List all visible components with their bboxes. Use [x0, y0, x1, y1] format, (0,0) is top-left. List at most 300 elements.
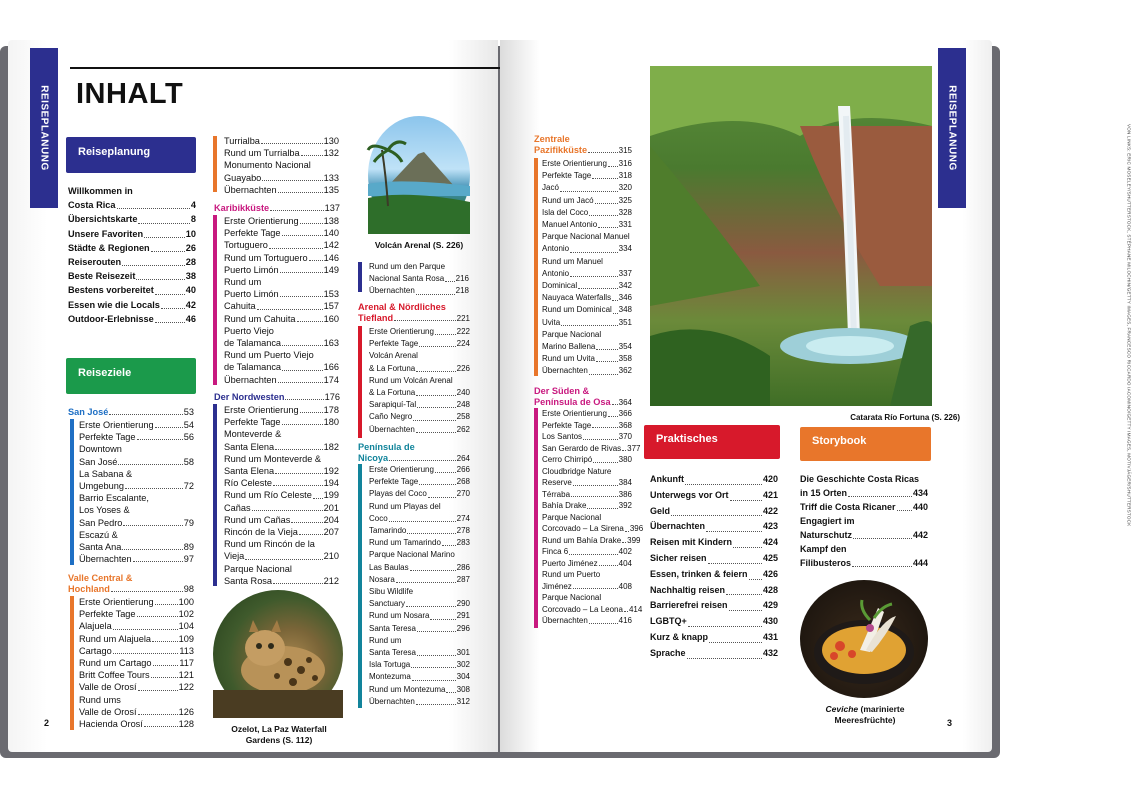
toc-entry[interactable] [369, 562, 470, 574]
toc-entry-title: Rund um Volcán Arenal [369, 375, 453, 385]
toc-entry-page: 38 [185, 271, 196, 282]
toc-entry-page: 428 [762, 584, 778, 595]
toc-entry[interactable] [369, 411, 470, 423]
reiseziele-header[interactable]: Reiseziele [66, 358, 196, 394]
toc-leader-dots [596, 349, 617, 350]
toc-entry[interactable] [650, 519, 778, 535]
toc-entry[interactable] [369, 488, 470, 500]
toc-entry[interactable] [224, 349, 339, 361]
toc-entry[interactable] [542, 243, 632, 255]
toc-entry-page: 342 [618, 281, 632, 291]
toc-entry[interactable] [542, 280, 632, 292]
toc-entry-page: 133 [323, 172, 339, 183]
toc-entry[interactable] [224, 441, 339, 453]
toc-entry[interactable] [369, 338, 470, 350]
nicoya-title[interactable] [358, 442, 470, 464]
toc-entry[interactable] [79, 645, 194, 657]
toc-leader-dots [273, 485, 323, 486]
toc-entry[interactable] [369, 586, 470, 598]
toc-entry[interactable] [542, 581, 632, 593]
toc-entry-page: 46 [185, 313, 196, 324]
toc-leader-dots [430, 619, 455, 620]
toc-entry[interactable] [224, 147, 339, 159]
toc-entry[interactable] [224, 288, 339, 300]
toc-entry-title: Sicher reisen [650, 552, 707, 563]
toc-entry-title: Manuel Antonio [542, 220, 598, 230]
toc-entry-page: 56 [183, 432, 194, 443]
toc-entry[interactable] [79, 529, 194, 541]
toc-entry[interactable] [542, 207, 632, 219]
toc-entry[interactable] [79, 504, 194, 516]
arenal-title-page: 221 [456, 314, 470, 323]
toc-entry[interactable] [68, 298, 196, 312]
toc-entry[interactable] [542, 512, 632, 524]
valle-cont-list [224, 135, 339, 196]
toc-entry[interactable] [79, 419, 194, 431]
toc-entry[interactable] [369, 549, 470, 561]
nordwesten-title[interactable] [214, 392, 340, 403]
toc-entry-page: 248 [456, 400, 470, 410]
toc-entry[interactable] [542, 158, 632, 170]
toc-entry[interactable] [369, 696, 470, 708]
toc-entry-page: 224 [456, 339, 470, 349]
toc-entry[interactable] [224, 428, 339, 440]
toc-entry[interactable] [369, 285, 469, 297]
arenal-title-line1: Arenal & Nördliches [358, 302, 446, 312]
toc-leader-dots [587, 508, 617, 509]
waterfall-photo [650, 66, 932, 406]
karibik-title-text: Karibikküste [214, 203, 270, 213]
toc-entry-page: 180 [323, 417, 339, 428]
toc-entry-title: Erste Orientierung [369, 327, 434, 336]
toc-leader-dots [278, 192, 323, 193]
toc-leader-dots [608, 416, 618, 417]
toc-entry[interactable] [224, 563, 339, 575]
toc-entry[interactable] [542, 231, 632, 243]
toc-entry[interactable] [542, 558, 632, 570]
toc-entry-page: 199 [323, 490, 339, 501]
toc-entry[interactable] [68, 241, 196, 255]
toc-entry[interactable] [224, 325, 339, 337]
toc-leader-dots [118, 464, 182, 465]
toc-entry-title: Nauyaca Waterfalls [542, 293, 612, 303]
sanjose-list [79, 419, 194, 565]
toc-entry[interactable] [369, 387, 470, 399]
reiseplanung-header[interactable]: Reiseplanung [66, 137, 196, 173]
toc-entry[interactable] [224, 337, 339, 349]
toc-entry[interactable] [369, 525, 470, 537]
toc-entry[interactable] [650, 583, 778, 599]
toc-entry[interactable] [79, 596, 194, 608]
toc-entry[interactable] [79, 681, 194, 693]
ceviche-photo [800, 580, 928, 698]
toc-leader-dots [598, 227, 617, 228]
storybook-header[interactable]: Storybook [800, 427, 931, 461]
arenal-title-line2: Tiefland [358, 313, 394, 323]
toc-entry[interactable] [369, 598, 470, 610]
toc-entry[interactable] [224, 374, 339, 386]
toc-entry[interactable] [224, 184, 339, 196]
toc-leader-dots [416, 371, 455, 372]
toc-entry[interactable] [650, 646, 778, 662]
toc-entry-title: Rund um Cañas [224, 514, 291, 525]
arenal-title[interactable] [358, 302, 470, 324]
toc-leader-dots [729, 610, 762, 611]
karibik-list [224, 215, 339, 386]
toc-entry-page: 408 [618, 581, 632, 591]
toc-entry-title: Jacó [542, 183, 559, 193]
toc-entry-title: Rund um Uvita [542, 354, 595, 364]
toc-entry[interactable] [542, 219, 632, 231]
toc-entry[interactable] [79, 669, 194, 681]
toc-entry[interactable] [79, 431, 194, 443]
toc-entry[interactable] [79, 443, 194, 455]
toc-entry[interactable] [68, 312, 196, 326]
toc-entry[interactable] [369, 273, 469, 285]
toc-leader-dots [138, 690, 178, 691]
toc-entry-page: 160 [323, 313, 339, 324]
toc-entry[interactable] [650, 567, 778, 583]
toc-leader-dots [852, 566, 912, 567]
toc-entry[interactable] [79, 553, 194, 565]
toc-entry[interactable] [369, 375, 470, 387]
toc-entry[interactable] [369, 261, 469, 273]
toc-entry[interactable] [68, 283, 196, 297]
toc-leader-dots [313, 498, 323, 499]
toc-entry-page: 142 [323, 240, 339, 251]
toc-entry[interactable] [542, 268, 632, 280]
toc-entry-page: 296 [456, 623, 470, 633]
toc-entry[interactable] [224, 550, 339, 562]
toc-leader-dots [596, 361, 618, 362]
toc-entry[interactable] [224, 489, 339, 501]
valle-list [79, 596, 194, 730]
toc-leader-dots [122, 265, 185, 266]
toc-entry[interactable] [224, 264, 339, 276]
toc-entry[interactable] [79, 718, 194, 730]
toc-entry-title: Bestens vorbereitet [68, 285, 154, 296]
toc-entry-title: Corcovado – La Sirena [542, 524, 624, 533]
toc-entry[interactable] [224, 465, 339, 477]
toc-entry[interactable] [369, 623, 470, 635]
toc-entry[interactable] [800, 472, 928, 486]
toc-entry[interactable] [369, 326, 470, 338]
toc-entry[interactable] [224, 215, 339, 227]
toc-entry[interactable] [369, 501, 470, 513]
toc-entry-page: 422 [762, 505, 778, 516]
toc-entry[interactable] [542, 256, 632, 268]
side-tab-label: REISEPLANUNG [38, 85, 50, 171]
toc-entry[interactable] [369, 610, 470, 622]
toc-entry[interactable] [369, 513, 470, 525]
toc-entry[interactable] [650, 630, 778, 646]
toc-entry[interactable] [542, 523, 644, 535]
toc-entry[interactable] [68, 212, 196, 226]
toc-entry-title: Rund um Puerto Viejo [224, 350, 314, 361]
toc-entry[interactable] [542, 365, 632, 377]
toc-entry[interactable] [542, 489, 632, 501]
toc-entry[interactable] [369, 671, 470, 683]
sanjose-title[interactable] [68, 407, 194, 418]
toc-entry-page: 429 [762, 600, 778, 611]
toc-entry-title: Parque Nacional [542, 329, 602, 339]
toc-entry-title: Nosara [369, 574, 395, 584]
toc-entry-title: de Talamanca [224, 362, 282, 373]
toc-leader-dots [273, 583, 323, 584]
toc-entry-page: 163 [323, 338, 339, 349]
toc-entry-page: 178 [323, 405, 339, 415]
toc-entry[interactable] [79, 706, 194, 718]
toc-entry[interactable] [369, 350, 470, 362]
toc-entry[interactable] [542, 408, 632, 420]
toc-entry[interactable] [542, 317, 632, 329]
sueden-title-page: 364 [618, 398, 632, 407]
toc-entry[interactable] [542, 604, 643, 616]
toc-entry[interactable] [224, 416, 339, 428]
toc-entry[interactable] [542, 195, 632, 207]
toc-entry[interactable] [369, 574, 470, 586]
toc-entry-page: 226 [456, 363, 470, 373]
toc-leader-dots [416, 395, 455, 396]
toc-entry[interactable] [224, 313, 339, 325]
toc-entry[interactable] [542, 569, 632, 581]
toc-entry[interactable] [650, 614, 778, 630]
karibik-title[interactable] [214, 203, 340, 214]
ozelot-caption [204, 724, 354, 746]
toc-leader-dots [685, 484, 762, 485]
toc-entry[interactable] [800, 556, 928, 570]
toc-entry[interactable] [542, 341, 632, 353]
toc-entry[interactable] [542, 615, 632, 627]
toc-entry-page: 266 [456, 465, 470, 474]
toc-entry[interactable] [800, 514, 928, 528]
toc-entry[interactable] [542, 182, 632, 194]
toc-entry[interactable] [79, 694, 194, 706]
toc-entry[interactable] [68, 184, 196, 198]
toc-entry-title: Unsere Favoriten [68, 228, 144, 239]
toc-entry-title: Perfekte Tage [369, 339, 419, 349]
toc-entry[interactable] [224, 502, 339, 514]
toc-entry[interactable] [79, 517, 194, 529]
toc-entry[interactable] [79, 620, 194, 632]
toc-entry[interactable] [224, 252, 339, 264]
nicoya-title-page: 264 [456, 454, 470, 463]
toc-entry[interactable] [369, 684, 470, 696]
toc-entry[interactable] [800, 542, 928, 556]
toc-entry[interactable] [542, 292, 632, 304]
toc-entry[interactable] [224, 526, 339, 538]
toc-entry-page: 370 [618, 432, 632, 441]
toc-entry[interactable] [224, 276, 339, 288]
toc-leader-dots [309, 260, 323, 261]
toc-entry-title: Marino Ballena [542, 342, 596, 352]
toc-entry-title: Rund um Bahía Drake [542, 535, 622, 545]
toc-entry-title: Rund um Turrialba [224, 148, 300, 159]
toc-leader-dots [144, 726, 178, 727]
toc-leader-dots [419, 346, 455, 347]
toc-entry[interactable] [224, 135, 339, 147]
toc-entry[interactable] [224, 538, 339, 550]
pazifik-title-line1: Zentrale [534, 134, 570, 144]
toc-leader-dots [299, 534, 323, 535]
toc-entry[interactable] [369, 635, 470, 647]
nicoya-title-line1: Península de [358, 442, 415, 452]
toc-entry-page: 26 [185, 242, 196, 253]
toc-leader-dots [589, 374, 618, 375]
toc-entry[interactable] [369, 537, 470, 549]
toc-entry[interactable] [224, 227, 339, 239]
toc-entry-title: Hacienda Orosí [79, 719, 143, 730]
toc-entry-title: Valle de Orosí [79, 706, 137, 717]
toc-entry[interactable] [542, 477, 632, 489]
toc-entry[interactable] [800, 528, 928, 542]
toc-entry[interactable] [650, 488, 778, 504]
right-page [500, 40, 1132, 752]
toc-entry[interactable] [79, 492, 194, 504]
toc-entry[interactable] [542, 353, 632, 365]
toc-entry[interactable] [68, 227, 196, 241]
toc-entry[interactable] [224, 404, 339, 416]
toc-leader-dots [407, 533, 455, 534]
toc-entry-page: 423 [762, 521, 778, 532]
toc-entry-title: Los Yoses & [79, 505, 130, 516]
toc-entry[interactable] [79, 657, 194, 669]
toc-entry[interactable] [650, 551, 778, 567]
toc-entry[interactable] [79, 633, 194, 645]
toc-entry[interactable] [542, 431, 632, 443]
toc-leader-dots [709, 642, 762, 643]
toc-entry[interactable] [369, 363, 470, 375]
toc-entry-title: Rund um Río Celeste [224, 490, 312, 501]
toc-leader-dots [419, 484, 455, 485]
toc-entry-page: 122 [178, 682, 194, 693]
toc-entry[interactable] [224, 172, 339, 184]
toc-leader-dots [136, 279, 184, 280]
toc-entry-title: Cahuita [224, 301, 256, 312]
toc-entry-page: 104 [178, 621, 194, 632]
toc-entry[interactable] [542, 592, 632, 604]
toc-entry[interactable] [79, 480, 194, 492]
side-tab-right [938, 48, 966, 208]
side-tab-left [30, 48, 58, 208]
toc-entry-page: 126 [178, 706, 194, 717]
toc-entry[interactable] [369, 647, 470, 659]
toc-entry[interactable] [542, 170, 632, 182]
toc-entry[interactable] [650, 472, 778, 488]
toc-entry[interactable] [650, 598, 778, 614]
toc-entry-page: 392 [618, 501, 632, 510]
toc-entry[interactable] [542, 443, 641, 455]
reiseplanung-list [68, 184, 196, 326]
toc-leader-dots [624, 611, 628, 612]
pazifik-bar [534, 158, 538, 376]
toc-entry[interactable] [224, 575, 339, 587]
toc-entry[interactable] [224, 159, 339, 171]
toc-entry-page: 210 [323, 551, 339, 562]
toc-entry[interactable] [800, 486, 928, 500]
arenal-bar [358, 326, 362, 438]
toc-entry[interactable] [542, 546, 632, 558]
toc-entry[interactable] [542, 454, 632, 466]
toc-entry[interactable] [542, 535, 641, 547]
toc-leader-dots [389, 521, 456, 522]
toc-entry-title: Perfekte Tage [79, 609, 136, 620]
toc-entry-page: 138 [323, 216, 339, 226]
toc-entry[interactable] [542, 304, 632, 316]
toc-entry-title: Rund um Montezuma [369, 684, 446, 694]
toc-entry-page: 201 [323, 502, 339, 513]
toc-entry[interactable] [224, 514, 339, 526]
toc-leader-dots [138, 223, 189, 224]
praktisches-header[interactable]: Praktisches [644, 425, 780, 459]
toc-entry[interactable] [224, 361, 339, 373]
toc-entry[interactable] [224, 453, 339, 465]
pazifik-title[interactable] [534, 134, 632, 156]
sueden-title[interactable] [534, 386, 632, 408]
toc-entry[interactable] [369, 476, 470, 488]
toc-entry-page: 325 [618, 195, 632, 205]
toc-entry[interactable] [542, 466, 632, 478]
toc-entry[interactable] [542, 329, 632, 341]
toc-entry[interactable] [224, 300, 339, 312]
toc-entry[interactable] [369, 424, 470, 436]
toc-entry[interactable] [224, 239, 339, 251]
toc-entry[interactable] [79, 608, 194, 620]
toc-entry-title: Antonio [542, 244, 570, 254]
toc-entry[interactable] [542, 500, 632, 512]
toc-leader-dots [560, 191, 618, 192]
toc-entry[interactable] [800, 500, 928, 514]
toc-entry-title: Santa Elena [224, 441, 275, 452]
toc-entry-title: Ankunft [650, 474, 684, 484]
toc-leader-dots [155, 604, 178, 605]
toc-entry[interactable] [68, 198, 196, 212]
toc-entry-page: 40 [185, 285, 196, 296]
toc-entry-title: Costa Rica [68, 200, 116, 211]
toc-entry[interactable] [79, 468, 194, 480]
toc-entry[interactable] [650, 504, 778, 520]
valle-title[interactable] [68, 573, 194, 595]
toc-entry-title: Dominical [542, 281, 578, 291]
page-number-left: 2 [44, 718, 50, 728]
toc-entry[interactable] [369, 659, 470, 671]
sueden-list [542, 408, 644, 627]
toc-entry-title: Städte & Regionen [68, 242, 150, 253]
toc-entry-title: Cañas [224, 502, 251, 513]
toc-leader-dots [155, 294, 185, 295]
toc-entry[interactable] [542, 420, 632, 432]
toc-leader-dots [445, 281, 454, 282]
toc-entry-title: Puerto Limón [224, 289, 279, 300]
toc-entry-title: Rund um Alajuela [79, 633, 152, 644]
toc-entry[interactable] [79, 541, 194, 553]
toc-entry[interactable] [79, 456, 194, 468]
toc-entry[interactable] [68, 269, 196, 283]
toc-entry[interactable] [650, 535, 778, 551]
toc-entry-title: Montezuma [369, 672, 411, 682]
toc-entry-page: 135 [323, 184, 339, 195]
toc-entry-page: 368 [618, 420, 632, 430]
toc-entry[interactable] [369, 464, 470, 476]
toc-leader-dots [570, 276, 618, 277]
toc-entry[interactable] [224, 477, 339, 489]
toc-entry[interactable] [369, 399, 470, 411]
toc-leader-dots [282, 370, 323, 371]
toc-entry-title: Kurz & knapp [650, 631, 709, 642]
toc-leader-dots [406, 606, 456, 607]
toc-entry-page: 10 [185, 228, 196, 239]
toc-entry[interactable] [68, 255, 196, 269]
